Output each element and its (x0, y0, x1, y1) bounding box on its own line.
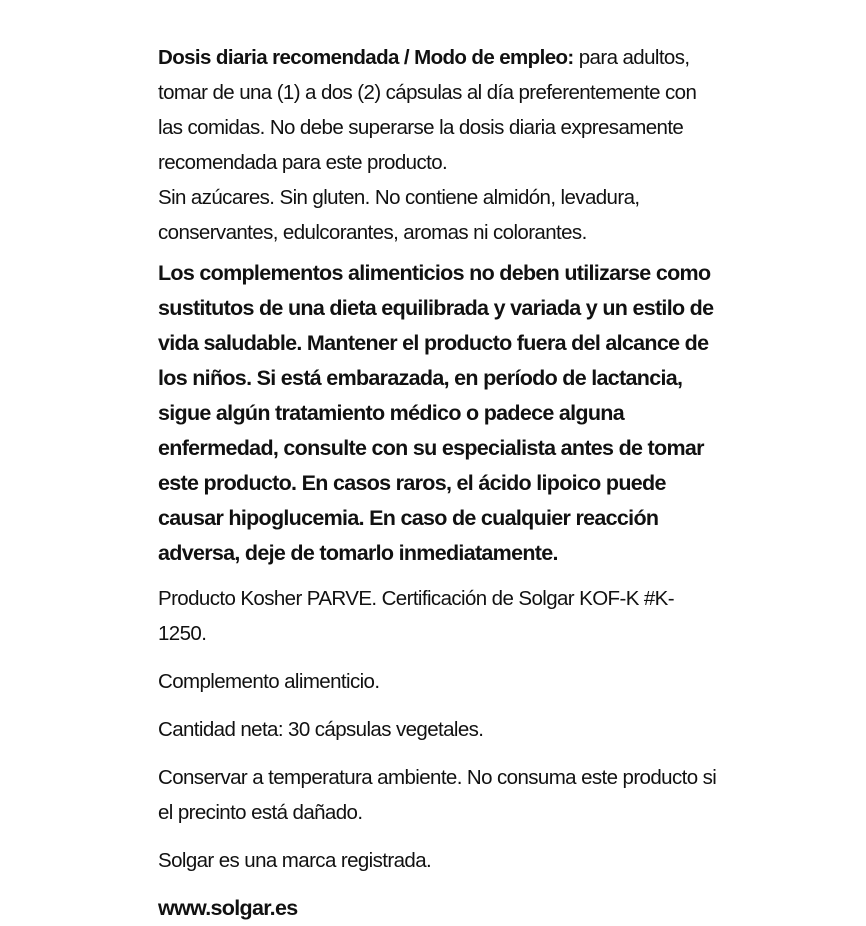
trademark-paragraph: Solgar es una marca registrada. (158, 849, 432, 872)
website-link[interactable]: www.solgar.es (158, 896, 298, 920)
warning-paragraph: Los complementos alimenticios no deben utilizarse como sustitutos de una dieta equilibrada y variada y un estilo de vida saludable. Mantener el producto fuera del alcance de los niños. Si está embarazada, en período de lactancia, sigue algún tratamiento médico o padece alguna enfermedad, consulte con su especialista antes de tomar este producto. En casos raros, el ácido lipoico puede causar hipoglucemia. En caso de cualquier reacción adversa, deje de tomarlo inmediatamente. (158, 261, 714, 565)
free-from-paragraph: Sin azúcares. Sin gluten. No contiene almidón, levadura, conservantes, edulcorantes, aromas ni colorantes. (158, 186, 640, 244)
dosage-heading: Dosis diaria recomendada / Modo de empleo: (158, 46, 574, 69)
dosage-text: para adultos, tomar de una (1) a dos (2) cápsulas al día preferentemente con las comidas. No debe superarse la dosis diaria expresamente recomendada para este producto. (158, 46, 697, 174)
category-paragraph: Complemento alimenticio. (158, 670, 380, 693)
dosage-paragraph (158, 40, 718, 180)
net-quantity-paragraph: Cantidad neta: 30 cápsulas vegetales. (158, 718, 484, 741)
kosher-paragraph: Producto Kosher PARVE. Certificación de Solgar KOF-K #K-1250. (158, 587, 674, 645)
product-label-text (158, 40, 718, 926)
storage-paragraph: Conservar a temperatura ambiente. No consuma este producto si el precinto está dañado. (158, 766, 717, 824)
